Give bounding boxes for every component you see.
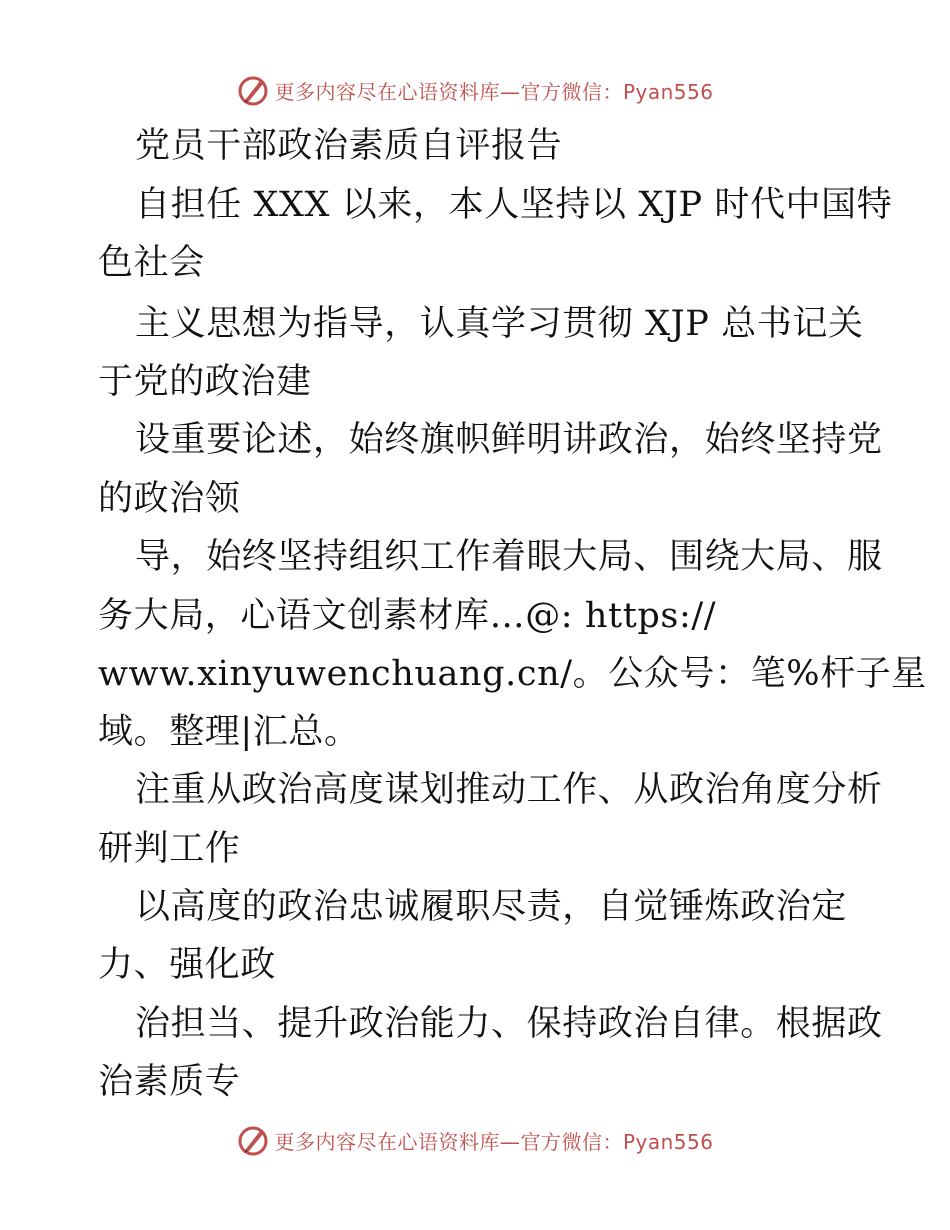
paragraph-line: 力、强化政 bbox=[98, 945, 277, 985]
paragraph-line: 自担任 XXX 以来，本人坚持以 XJP 时代中国特 bbox=[135, 185, 893, 225]
header-watermark-text: 更多内容尽在心语资料库—官方微信：Pyan556 bbox=[274, 79, 714, 104]
paragraph-line: 治担当、提升政治能力、保持政治自律。根据政 bbox=[135, 1004, 883, 1044]
paragraph-line: 导，始终坚持组织工作着眼大局、围绕大局、服 bbox=[135, 537, 883, 577]
pen-logo-icon bbox=[236, 73, 270, 107]
paragraph-line: 的政治领 bbox=[98, 479, 241, 519]
paragraph-line: 治素质专 bbox=[98, 1062, 241, 1102]
footer-watermark-text: 更多内容尽在心语资料库—官方微信：Pyan556 bbox=[274, 1129, 714, 1154]
paragraph-line: 域。整理|汇总。 bbox=[98, 712, 360, 752]
document-title: 党员干部政治素质自评报告 bbox=[135, 126, 563, 166]
paragraph-line: 于党的政治建 bbox=[98, 362, 312, 402]
paragraph-line: 以高度的政治忠诚履职尽责，自觉锤炼政治定 bbox=[135, 887, 848, 927]
pen-logo-icon bbox=[236, 1123, 270, 1157]
paragraph-line: 研判工作 bbox=[98, 829, 241, 869]
paragraph-line: 务大局，心语文创素材库…@: https:// bbox=[98, 596, 717, 636]
header-watermark bbox=[0, 70, 950, 110]
paragraph-line: 色社会 bbox=[98, 243, 205, 283]
paragraph-line: 主义思想为指导，认真学习贯彻 XJP 总书记关 bbox=[135, 304, 864, 344]
paragraph-line: 设重要论述，始终旗帜鲜明讲政治，始终坚持党 bbox=[135, 420, 883, 460]
paragraph-line: www.xinyuwenchuang.cn/。公众号：笔%杆子星 bbox=[98, 654, 927, 694]
paragraph-line: 注重从政治高度谋划推动工作、从政治角度分析 bbox=[135, 770, 883, 810]
footer-watermark bbox=[0, 1120, 950, 1160]
